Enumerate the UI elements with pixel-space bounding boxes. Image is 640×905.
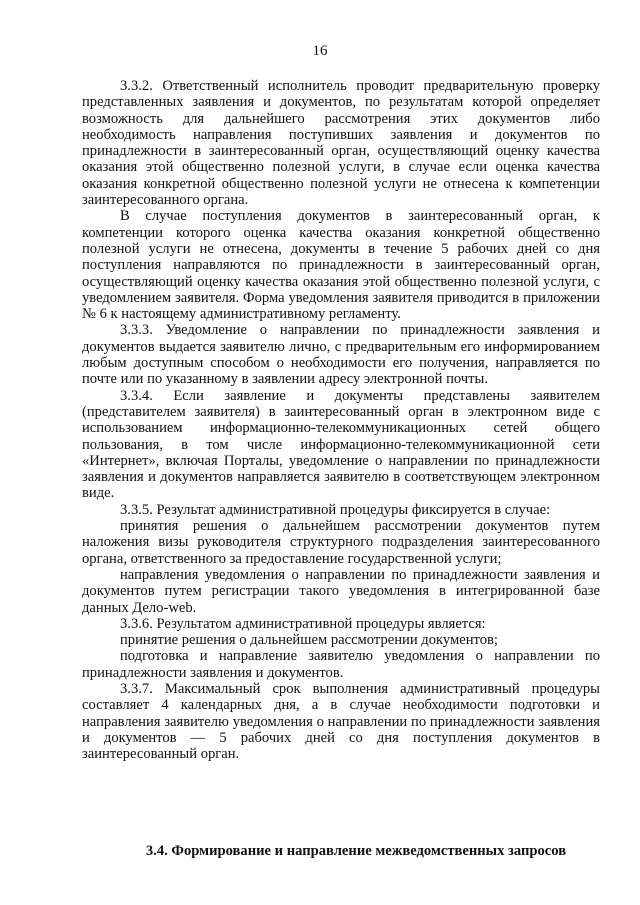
paragraph-redirect-case: В случае поступления документов в заинтересованный орган, к компетенции которого оценка качества оказания конкретной общественно полезной услуги не отнесена, документы в течение 5 рабочих дней со дня поступления направляются по принадлежности в заинтересованный орган, осуществляющий оценку качества оказания этой общественно полезной услуги, с уведомлением заявителя. Форма уведомления заявителя приводится в приложении № 6 к настоящему административному регламенту.	[82, 208, 600, 323]
document-body	[82, 78, 600, 762]
paragraph-3-3-2: 3.3.2. Ответственный исполнитель проводит предварительную проверку представленных заявления и документов, по результатам которой определяет возможность для дальнейшего рассмотрения этих документов либо необходимость направления поступивших заявления и документов по принадлежности в заинтересованный орган, осуществляющий оценку качества оказания этой общественно полезной услуги, в случае если оценка качества оказания конкретной общественно полезной услуги не отнесена к компетенции заинтересованного органа.	[82, 78, 600, 209]
paragraph-3-3-6: 3.3.6. Результатом административной процедуры является:	[120, 615, 486, 632]
paragraph-result-decision: принятия решения о дальнейшем рассмотрении документов путем наложения визы руководителя структурного подразделения заинтересованного органа, ответственного за предоставление государственной услуги;	[82, 518, 600, 567]
paragraph-3-3-5: 3.3.5. Результат административной процедуры фиксируется в случае:	[120, 501, 551, 518]
paragraph-3-3-7: 3.3.7. Максимальный срок выполнения административный процедуры составляет 4 календарных дня, а в случае необходимости подготовки и направления заявителю уведомления о направлении по принадлежности заявления и документов — 5 рабочих дней со дня поступления документов в заинтересованный орган.	[82, 680, 600, 763]
paragraph-3-3-4: 3.3.4. Если заявление и документы представлены заявителем (представителем заявителя) в заинтересованный орган в электронном виде с использованием информационно-телекоммуникационных сетей общего пользования, в том числе информационно-телекоммуникационной сети «Интернет», включая Порталы, уведомление о направлении по принадлежности заявления и документов направляется заявителю в соответствующем электронном виде.	[82, 387, 600, 502]
section-heading: 3.4. Формирование и направление межведомственных запросов	[145, 843, 567, 859]
page-number: 16	[312, 43, 328, 59]
paragraph-outcome-decision: принятие решения о дальнейшем рассмотрении документов;	[120, 632, 498, 649]
paragraph-3-3-3: 3.3.3. Уведомление о направлении по принадлежности заявления и документов выдается заявителю лично, с предварительным его информированием любым доступным способом о необходимости его получения, направляется по почте или по указанному в заявлении адресу электронной почты.	[82, 322, 600, 388]
paragraph-result-notification: направления уведомления о направлении по принадлежности заявления и документов путем регистрации такого уведомления в интегрированной базе данных Дело-web.	[82, 566, 600, 616]
paragraph-outcome-notification: подготовка и направление заявителю уведомления о направлении по принадлежности заявления и документов.	[82, 648, 600, 681]
